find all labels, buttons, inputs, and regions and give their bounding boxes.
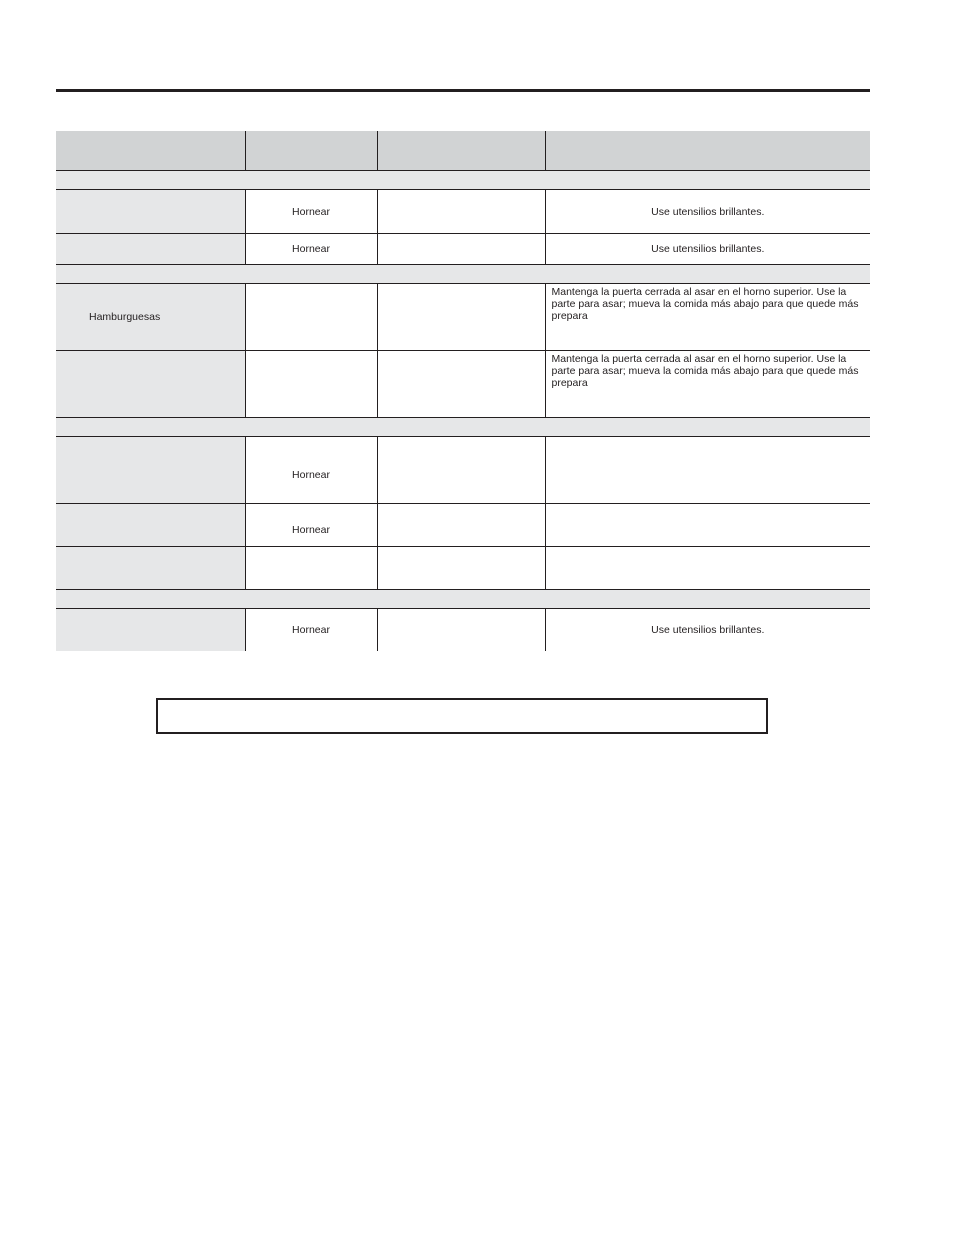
- mode-cell: [245, 351, 377, 418]
- mode-cell: [245, 284, 377, 351]
- food-cell: [56, 609, 245, 651]
- food-cell: [56, 234, 245, 265]
- mode-cell: Hornear: [245, 190, 377, 234]
- food-cell: [56, 504, 245, 547]
- table-row: [56, 504, 870, 547]
- table-row: [56, 547, 870, 590]
- tip-cell: Use utensilios brillantes.: [545, 190, 870, 234]
- table-row: [56, 284, 870, 351]
- cooking-guide-table: [56, 131, 870, 651]
- tip-cell: [545, 547, 870, 590]
- rack-cell: [377, 547, 545, 590]
- mode-cell: Hornear: [245, 504, 377, 547]
- food-cell: [56, 190, 245, 234]
- rack-cell: [377, 190, 545, 234]
- section-row: [56, 590, 870, 609]
- food-cell: [56, 547, 245, 590]
- rack-cell: [377, 437, 545, 504]
- header-cell-mode: [245, 131, 377, 171]
- section-title: [56, 171, 870, 190]
- section-title: [56, 265, 870, 284]
- section-row: [56, 171, 870, 190]
- rack-cell: [377, 351, 545, 418]
- mode-cell: Hornear: [245, 609, 377, 651]
- rack-cell: [377, 284, 545, 351]
- food-cell: [56, 351, 245, 418]
- mode-cell: [245, 547, 377, 590]
- mode-cell: Hornear: [245, 437, 377, 504]
- header-cell-tips: [545, 131, 870, 171]
- table-row: [56, 609, 870, 651]
- header-rule: [56, 89, 870, 92]
- note-box: [156, 698, 768, 734]
- rack-cell: [377, 234, 545, 265]
- section-title: [56, 590, 870, 609]
- tip-cell: Use utensilios brillantes.: [545, 609, 870, 651]
- food-cell: [56, 437, 245, 504]
- section-row: [56, 265, 870, 284]
- section-title: [56, 418, 870, 437]
- table-row: [56, 190, 870, 234]
- header-cell-rack: [377, 131, 545, 171]
- table-row: [56, 234, 870, 265]
- mode-cell: Hornear: [245, 234, 377, 265]
- table-row: [56, 437, 870, 504]
- tip-cell: Mantenga la puerta cerrada al asar en el horno superior. Use la parte para asar; mueva la comida más abajo para que quede más prepara: [545, 351, 870, 418]
- tip-cell: Mantenga la puerta cerrada al asar en el horno superior. Use la parte para asar; mueva la comida más abajo para que quede más prepara: [545, 284, 870, 351]
- table-header-row: [56, 131, 870, 171]
- rack-cell: [377, 609, 545, 651]
- tip-cell: [545, 437, 870, 504]
- section-row: [56, 418, 870, 437]
- tip-cell: Use utensilios brillantes.: [545, 234, 870, 265]
- rack-cell: [377, 504, 545, 547]
- tip-cell: [545, 504, 870, 547]
- food-cell: Hamburguesas: [56, 284, 245, 351]
- table-row: [56, 351, 870, 418]
- header-cell-food: [56, 131, 245, 171]
